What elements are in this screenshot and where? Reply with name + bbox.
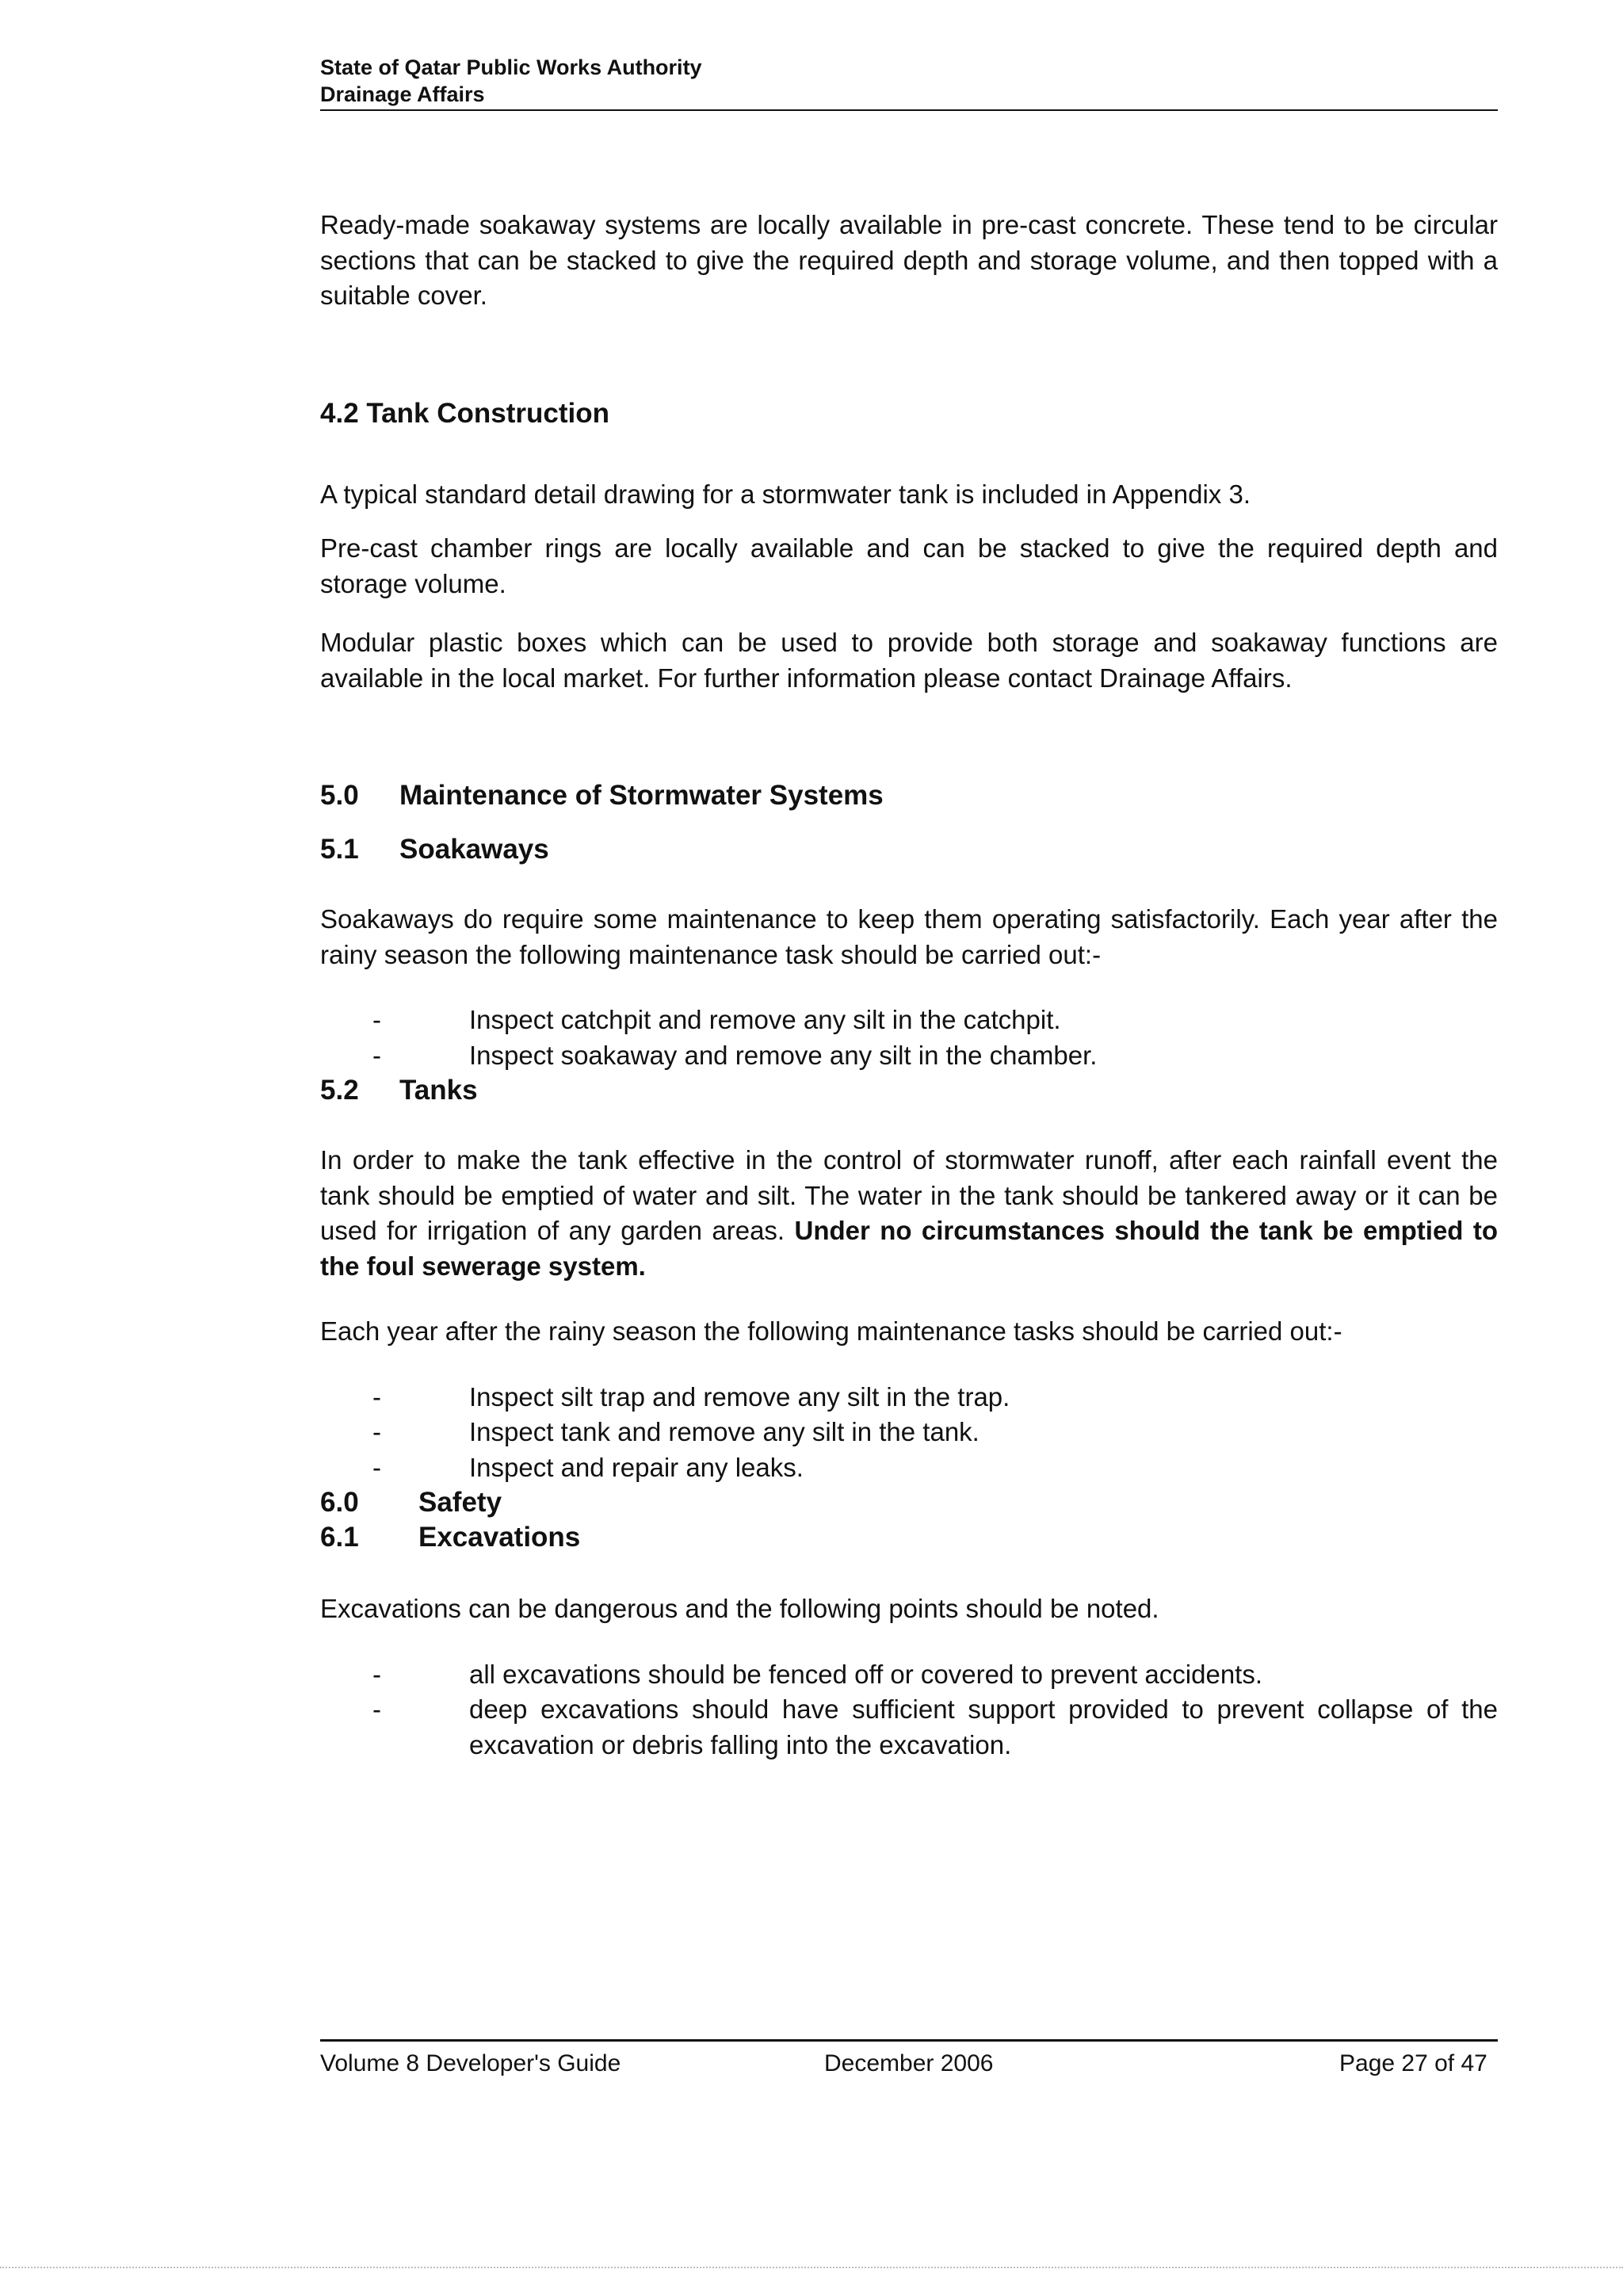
heading-5-1 — [320, 832, 1498, 867]
heading-text: Tanks — [399, 1075, 478, 1106]
dash-bullet: - — [372, 1417, 381, 1446]
page-header — [320, 54, 702, 108]
tanks-warning: Under no circumstances should the tank be emptied to the foul sewerage system. — [320, 1216, 1498, 1281]
heading-5-0 — [320, 778, 1498, 813]
tank-paragraph-1: A typical standard detail drawing for a stormwater tank is included in Appendix 3. — [320, 479, 1251, 509]
tanks-paragraph-1 — [320, 1143, 1498, 1284]
footer-document-title: Volume 8 Developer's Guide — [320, 2050, 621, 2076]
list-item — [320, 1450, 1498, 1486]
heading-number: 6.0 — [320, 1487, 359, 1518]
heading-text: Safety — [418, 1487, 502, 1518]
list-item-text: Inspect catchpit and remove any silt in the catchpit. — [469, 1005, 1061, 1034]
heading-6-1 — [320, 1520, 1498, 1555]
tanks-paragraph-text: In order to make the tank effective in the control of stormwater runoff, after each rainfall event the tank should be emptied of water and silt. The water in the tank should be tankered away or it can be used for irrigation of any garden areas. — [320, 1145, 1498, 1245]
list-item-text: Inspect silt trap and remove any silt in the trap. — [469, 1381, 1010, 1412]
tanks-task-list — [320, 1380, 1498, 1486]
heading-number: 5.2 — [320, 1075, 359, 1106]
dash-bullet: - — [372, 1040, 381, 1070]
list-item-text: deep excavations should have sufficient support provided to prevent collapse of the excavation or debris falling into the excavation. — [469, 1694, 1498, 1759]
dash-bullet: - — [372, 1452, 381, 1482]
scan-edge-line — [0, 2267, 1623, 2268]
heading-text: Excavations — [418, 1522, 581, 1553]
heading-number: 5.1 — [320, 834, 359, 865]
list-item-text: Inspect and repair any leaks. — [469, 1452, 804, 1482]
intro-paragraph: Ready-made soakaway systems are locally available in pre-cast concrete. These tend to be circular sections that can be stacked to give the required depth and storage volume, and then topped with a suitable cover. — [320, 210, 1498, 310]
tanks-paragraph-2: Each year after the rainy season the following maintenance tasks should be carried out:- — [320, 1316, 1342, 1346]
list-item — [320, 1380, 1498, 1415]
dash-bullet: - — [372, 1659, 381, 1689]
soakaways-task-list — [320, 1003, 1498, 1073]
list-item — [320, 1692, 1498, 1763]
dash-bullet: - — [372, 1005, 381, 1034]
heading-number: 5.0 — [320, 780, 359, 811]
heading-text: Soakaways — [399, 834, 549, 865]
list-item — [320, 1657, 1498, 1693]
heading-text: Maintenance of Stormwater Systems — [399, 780, 884, 811]
heading-number: 6.1 — [320, 1522, 359, 1553]
footer-page-number: Page 27 of 47 — [1339, 2050, 1487, 2076]
page-body — [320, 208, 1498, 1763]
footer-date: December 2006 — [824, 2050, 994, 2076]
list-item-text: Inspect soakaway and remove any silt in the chamber. — [469, 1040, 1098, 1070]
header-rule — [320, 109, 1498, 111]
excavations-paragraph: Excavations can be dangerous and the following points should be noted. — [320, 1594, 1159, 1623]
footer-rule — [320, 2039, 1498, 2042]
list-item — [320, 1415, 1498, 1450]
list-item — [320, 1003, 1498, 1038]
soakaways-paragraph: Soakaways do require some maintenance to keep them operating satisfactorily. Each year after the rainy season the following maintenance task should be carried out:- — [320, 904, 1498, 969]
heading-6-0 — [320, 1485, 1498, 1520]
list-item-text: all excavations should be fenced off or covered to prevent accidents. — [469, 1659, 1263, 1689]
dash-bullet: - — [372, 1381, 381, 1412]
heading-5-2 — [320, 1073, 1498, 1108]
list-item-text: Inspect tank and remove any silt in the tank. — [469, 1417, 980, 1446]
heading-4-2: 4.2 Tank Construction — [320, 397, 609, 429]
list-item — [320, 1038, 1498, 1074]
header-organization: State of Qatar Public Works Authority — [320, 55, 702, 79]
tank-paragraph-2: Pre-cast chamber rings are locally available and can be stacked to give the required depth and storage volume. — [320, 533, 1498, 598]
header-department: Drainage Affairs — [320, 82, 485, 106]
tank-paragraph-3: Modular plastic boxes which can be used to provide both storage and soakaway functions are available in the local market. For further information please contact Drainage Affairs. — [320, 628, 1498, 693]
excavations-list — [320, 1657, 1498, 1763]
dash-bullet: - — [372, 1694, 381, 1724]
